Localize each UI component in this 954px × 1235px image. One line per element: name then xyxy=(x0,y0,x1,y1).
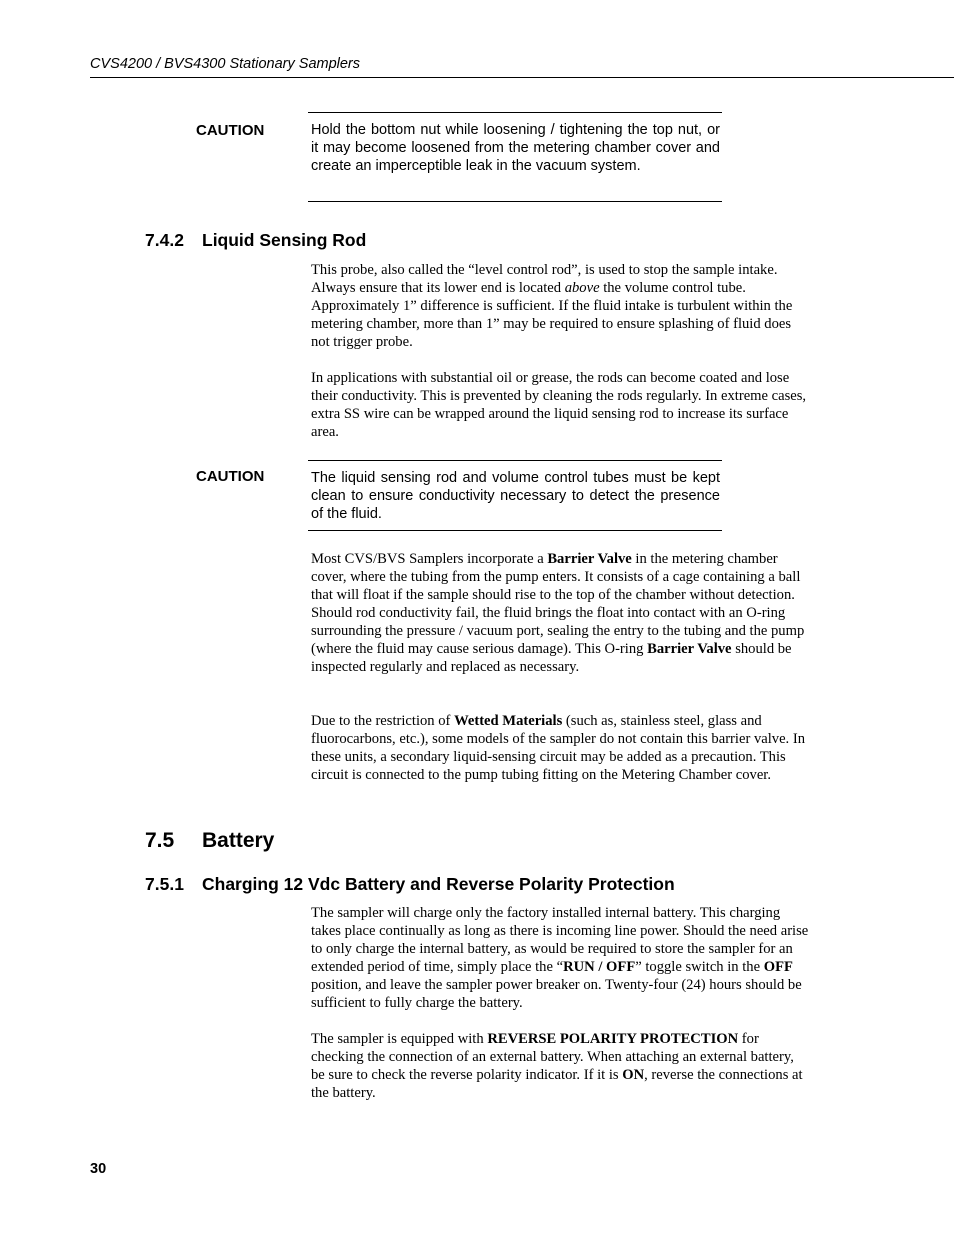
caution-box xyxy=(308,112,722,202)
emphasis-text: above xyxy=(564,280,600,296)
charging-paragraph-2 xyxy=(311,1030,811,1102)
text-run: the volume control tube. Approximately 1” difference is sufficient. If the fluid intake is turbulent within the metering chamber, more than 1” may be required to ensure splashing of fluid does not trigger probe. xyxy=(311,280,793,350)
text-run: Due to the restriction of xyxy=(311,713,455,729)
section-number: 7.4.2 xyxy=(145,230,184,250)
header-title: CVS4200 / BVS4300 Stationary Samplers xyxy=(90,56,361,72)
text-run: The sampler will charge only the factory installed internal battery. This charging takes place continually as long as there is incoming line power. Should the need arise to only charge the internal battery, as would be required to store the sampler for an extended period of time, simply place the “ xyxy=(311,905,809,975)
text-run: Most CVS/BVS Samplers incorporate a xyxy=(311,551,548,567)
text-run: ” toggle switch in the xyxy=(635,959,764,975)
text-run: for checking the connection of an external battery. When attaching an external battery, be sure to check the reverse polarity indicator. If it is xyxy=(311,1031,794,1083)
page-number: 30 xyxy=(90,1161,107,1177)
bold-term: REVERSE POLARITY PROTECTION xyxy=(487,1031,739,1047)
liquid-sensing-paragraph-1 xyxy=(311,261,811,351)
text-run: should be inspected regularly and replaced as necessary. xyxy=(311,641,792,675)
text-run: position, and leave the sampler power breaker on. Twenty-four (24) hours should be sufficient to fully charge the battery. xyxy=(311,977,802,1011)
section-heading-7-4-2 xyxy=(145,230,366,251)
text-run: In applications with substantial oil or grease, the rods can become coated and lose their conductivity. This is prevented by cleaning the rods regularly. In extreme cases, extra SS wire can be wrapped around the liquid sensing rod to increase its surface area. xyxy=(311,370,807,440)
barrier-valve-paragraph xyxy=(311,550,811,676)
text-run: in the metering chamber cover, where the tubing from the pump enters. It consists of a cage containing a ball that will float if the sample should rise to the top of the chamber without detection. Should rod conductivity fail, the fluid brings the float into contact with an O-ring surrounding the pressure / vacuum port, sealing the entry to the tubing and the pump (where the fluid may cause serious damage). This O-ring xyxy=(311,551,805,657)
caution-label: CAUTION xyxy=(196,122,265,139)
bold-term: Wetted Materials xyxy=(454,713,563,729)
liquid-sensing-paragraph-2 xyxy=(311,369,811,441)
bold-term: Barrier Valve xyxy=(647,641,732,657)
section-heading-7-5 xyxy=(145,829,274,853)
section-number: 7.5 xyxy=(145,829,175,852)
text-run: The sampler is equipped with xyxy=(311,1031,488,1047)
section-title: Charging 12 Vdc Battery and Reverse Polarity Protection xyxy=(202,874,675,894)
section-title: Liquid Sensing Rod xyxy=(202,230,367,250)
bold-term: OFF xyxy=(763,959,793,975)
bold-term: RUN / OFF xyxy=(563,959,636,975)
caution-label: CAUTION xyxy=(196,468,265,485)
text-run: This probe, also called the “level control rod”, is used to stop the sample intake. Always ensure that its lower end is located xyxy=(311,262,778,296)
caution-box xyxy=(308,460,722,531)
text-run: , reverse the connections at the battery. xyxy=(311,1067,803,1101)
charging-paragraph-1 xyxy=(311,904,811,1012)
running-header xyxy=(90,55,954,78)
bold-term: ON xyxy=(622,1067,645,1083)
text-run: (such as, stainless steel, glass and fluorocarbons, etc.), some models of the sampler do not contain this barrier valve. In these units, a secondary liquid-sensing circuit may be added as a precaution. This circuit is connected to the pump tubing fitting on the Metering Chamber cover. xyxy=(311,713,806,783)
section-title: Battery xyxy=(202,829,275,852)
caution-text: The liquid sensing rod and volume control tubes must be kept clean to ensure conductivity necessary to detect the presence of the fluid. xyxy=(311,470,720,522)
wetted-materials-paragraph xyxy=(311,712,811,784)
section-number: 7.5.1 xyxy=(145,874,184,894)
caution-text: Hold the bottom nut while loosening / tightening the top nut, or it may become loosened from the metering chamber cover and create an imperceptible leak in the vacuum system. xyxy=(311,122,720,174)
bold-term: Barrier Valve xyxy=(547,551,632,567)
section-heading-7-5-1 xyxy=(145,874,675,895)
